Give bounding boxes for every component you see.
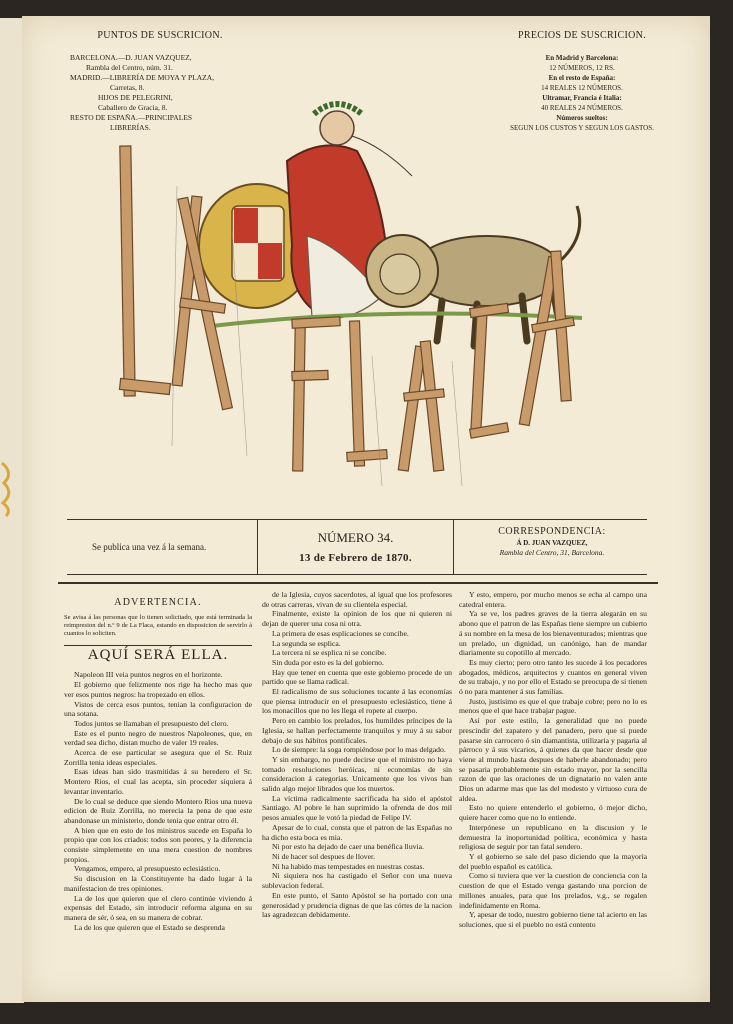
- article-paragraph: Así por este estilo, la generalidad que no puede prescindir del zapatero y del panadero, pero que si puede pasarse sin carrocero ó sin diamantista, utilizaria y pagaria al párroco y á sus vicarios, á quienes da que hacer desde que viene al mundo hasta despues de haberle abandonado; pero se pasaria probablemente sin estado mayor, por la sencilla razon de que las oraciones de un dignatario no valen ante Dios un adarme mas que las del modesto y virtuoso cura de aldea.: [459, 716, 647, 803]
- article-paragraph: Su discusion en la Constituyente ha dado lugar á la manifestacion de tres opiniones.: [64, 874, 252, 893]
- article-paragraph: La de los que quieren que el Estado se desprenda: [74, 922, 225, 932]
- article-paragraph: Todos juntos se llamaban el presupuesto del clero.: [74, 718, 229, 728]
- previous-page-edge: [0, 18, 24, 1003]
- price-line: Ultramar, Francia é Italia:: [542, 94, 622, 102]
- subscription-point-line: Caballero de Gracia, 8.: [98, 103, 168, 112]
- article-paragraph: Napoleon III veia puntos negros en el horizonte.: [74, 670, 223, 680]
- subscription-points-title: PUNTOS DE SUSCRICION.: [97, 30, 223, 41]
- article-paragraph: De lo cual se deduce que siendo Montero Rios una nueva edicion de Ruiz Zorrilla, no merecia la pena de que este abandonase un ministerio, donde tenia que entrar otro él.: [64, 796, 252, 825]
- issue-cell: [257, 520, 454, 574]
- issue-date: 13 de Febrero de 1870.: [299, 552, 412, 564]
- article-paragraph: La de los que quieren que el clero continúe viviendo á expensas del Estado, sin introducir reforma alguna en su manera de sér, ó sea, en su manera de cobrar.: [64, 893, 252, 922]
- article-paragraph: Y esto, empero, por mucho menos se echa al campo una catedral entera.: [459, 590, 647, 609]
- article-paragraph: Ni de hacer sol despues de llover.: [272, 851, 376, 861]
- article-paragraph: Apesar de lo cual, consta que el patron de las Españas no ha dicho esta boca es mia.: [262, 822, 452, 842]
- article-title: AQUÍ SERÁ ELLA.: [64, 645, 252, 661]
- subscription-point-line: BARCELONA.—D. JUAN VAZQUEZ,: [70, 53, 192, 62]
- subscription-point-line: Rambla del Centro, núm. 31.: [86, 63, 173, 72]
- article-paragraph: de la Iglesia, cuyos sacerdotes, al igual que los profesores de otras carreras, vivan de su clientela especial.: [262, 590, 452, 609]
- article-paragraph: A bien que en esto de los ministros sucede en España lo propio que con los criados: todos son peores, y la diferencia consiste simplemente en una mera cuestion de nombres propios.: [64, 825, 252, 864]
- article-paragraph: La segunda se esplica.: [272, 638, 341, 648]
- column-1: [64, 590, 252, 932]
- price-line: SEGUN LOS CUSTOS Y SEGUN LOS GASTOS.: [510, 124, 654, 132]
- article-paragraph: Vengamos, empero, al presupuesto eclesiástico.: [74, 864, 221, 874]
- article-column-3: [459, 590, 647, 930]
- subscription-point-line: RESTO DE ESPAÑA.—PRINCIPALES: [70, 113, 193, 122]
- schedule-cell: [67, 520, 252, 574]
- correspondence-address: Rambla del Centro, 31, Barcelona.: [499, 548, 605, 557]
- figure-head: [320, 111, 354, 145]
- price-line: Números sueltos:: [556, 114, 608, 122]
- subscription-point-line: Carretas, 8.: [110, 83, 145, 92]
- article-paragraph: Este es el punto negro de nuestros Napoleones, que, en verdad sea dicho, distan mucho de valer 19 reales.: [64, 728, 252, 748]
- price-line: 40 REALES 24 NÚMEROS.: [541, 104, 623, 112]
- article-paragraph: Ni por esto ha dejado de caer una benéfica lluvia.: [272, 842, 424, 852]
- price-line: 14 REALES 12 NÚMEROS.: [541, 84, 623, 92]
- article-paragraph: Ya se ve, los padres graves de la tierra alegarán en su abono que el patron de las Españas tiene siempre un cubierto á su nombre en la mesa de los bienaventurados; mientras que un prelado, un dignidad, un canónigo, han de mandar diariamente su copotillo al mercado.: [459, 609, 647, 658]
- article-paragraph: Esas ideas han sido trasmitidas á su heredero el Sr. Montero Rios, el cual las acepta, sin proceder siquiera á levantar inventario.: [64, 767, 252, 796]
- article-column-2: [262, 590, 452, 920]
- article-paragraph: Finalmente, existe la opinion de los que ni quieren ni dejan de querer una cosa ni otra.: [262, 609, 452, 629]
- correspondence-title: CORRESPONDENCIA:: [498, 526, 606, 537]
- subscription-point-line: LIBRERÍAS.: [110, 123, 151, 132]
- article-paragraph: El gobierno que felizmente nos rige ha hecho mas que ver esos puntos negros: ha tropezado en ellos.: [64, 680, 252, 699]
- masthead-illustration: [82, 56, 602, 486]
- subscription-point-line: HIJOS DE PELEGRINI,: [98, 93, 173, 102]
- issue-info-bar: [67, 519, 647, 575]
- correspondence-cell: [457, 520, 647, 574]
- article-paragraph: En este punto, el Santo Apóstol se ha portado con una generosidad y prudencia dignas de que las córtes de la nacion las agradezcan debidamente.: [262, 890, 452, 920]
- article-paragraph: Esto no quiere entenderlo el gobierno, ó mejor dicho, quiere hacer como que no lo entiende.: [459, 803, 647, 823]
- issue-number: NÚMERO 34.: [317, 530, 394, 545]
- section-divider: [58, 582, 658, 584]
- correspondence-name: Á D. JUAN VAZQUEZ,: [516, 539, 588, 547]
- price-line: En Madrid y Barcelona:: [545, 54, 619, 62]
- advertencia-title: ADVERTENCIA.: [114, 597, 202, 608]
- article-paragraph: Acerca de ese particular se asegura que el Sr. Ruiz Zorrilla tenia ideas especiales.: [64, 748, 252, 767]
- article-paragraph: El radicalismo de sus soluciones tocante á las economías que piensa introducir en el presupuesto eclesiástico, tiene á los monacillos que no les llega el ropete al cuerpo.: [262, 687, 452, 716]
- article-paragraph: La tercera ni se esplica ni se concibe.: [272, 648, 387, 658]
- article-paragraph: Sin duda por esto es la del gobierno.: [272, 657, 384, 667]
- price-line: 12 NÚMEROS, 12 RS.: [549, 64, 615, 72]
- publication-schedule: Se publica una vez á la semana.: [92, 542, 207, 552]
- article-paragraph: Vistos de cerca esos puntos, tenian la configuracion de una sotana.: [64, 699, 252, 719]
- article-paragraph: La víctima radicalmente sacrificada ha sido el apóstol Santiago. Al pobre le han suprimido la ofrenda de dos mil pesos anuales que le votó la piedad de Felipe IV.: [262, 793, 452, 823]
- article-column-1: [64, 670, 252, 932]
- article-paragraph: Es muy cierto; pero otro tanto les sucede á los pecadores abogados, médicos, arquitectos y cuantos en general viven de su trabajo, y no por ello el Estado se preocupa de si tienen ó no para mantener á sus familias.: [459, 657, 647, 697]
- article-paragraph: Y, apesar de todo, nuestro gobierno tiene tal acierto en las soluciones, que si el pueblo no está contento: [459, 910, 647, 929]
- article-paragraph: Hay que tener en cuenta que este gobierno procede de un partido que se llama radical.: [262, 667, 452, 687]
- subscription-prices-title: PRECIOS DE SUSCRICION.: [517, 30, 646, 41]
- article-paragraph: Pero en cambio los prelados, los humildes príncipes de la Iglesia, se hallan perfectamente tranquilos y muy á su sabor debajo de sus hábitos pontificales.: [262, 716, 452, 745]
- subscription-point-line: MADRID.—LIBRERÍA DE MOYA Y PLAZA,: [70, 73, 215, 82]
- decorative-ornament-icon: [0, 458, 18, 518]
- article-paragraph: Ni ha habido mas tempestades en nuestras costas.: [272, 861, 425, 871]
- advertencia-text: Se avisa á las personas que lo tienen solicitado, que está terminada la reimpresion del n.º 9 de La Flaca, estando en disposicion de servirlo á cuantos lo soliciten.: [64, 613, 252, 637]
- article-paragraph: La primera de esas esplicaciones se concibe.: [272, 628, 409, 638]
- article-paragraph: Y el gobierno se sale del paso diciendo que la mayoría del pueblo español es católica.: [459, 851, 647, 871]
- article-paragraph: Como si tuviera que ver la cuestion de conciencia con la cuestion de que el Estado venga gastando una porcion de millones anuales, para que los prelados, v.g., se regalen indefinidamente en Roma.: [459, 871, 647, 910]
- article-paragraph: Y sin embargo, no puede decirse que el ministro no haya tomado resoluciones heróicas, ni economías de sin consideracion á categorías. Unicamente que los vivos han salido algo mejor librados que los muertos.: [262, 754, 452, 794]
- article-paragraph: Interpónese un republicano en la discusion y le demuestra la inoportunidad política, económica y hasta religiosa de seguir por tan fatal sendero.: [459, 822, 647, 852]
- article-paragraph: Lo de siempre: la soga rompiéndose por lo mas delgado.: [272, 745, 446, 755]
- newspaper-page: [22, 16, 710, 1002]
- article-paragraph: Ni siquiera nos ha castigado el Señor con una nueva sublevacion federal.: [262, 871, 452, 891]
- article-paragraph: Justo, justísimo es que el que trabaje cobre; pero no lo es menos que el que hace trabajar pague.: [459, 696, 647, 716]
- price-line: En el resto de España:: [548, 74, 616, 82]
